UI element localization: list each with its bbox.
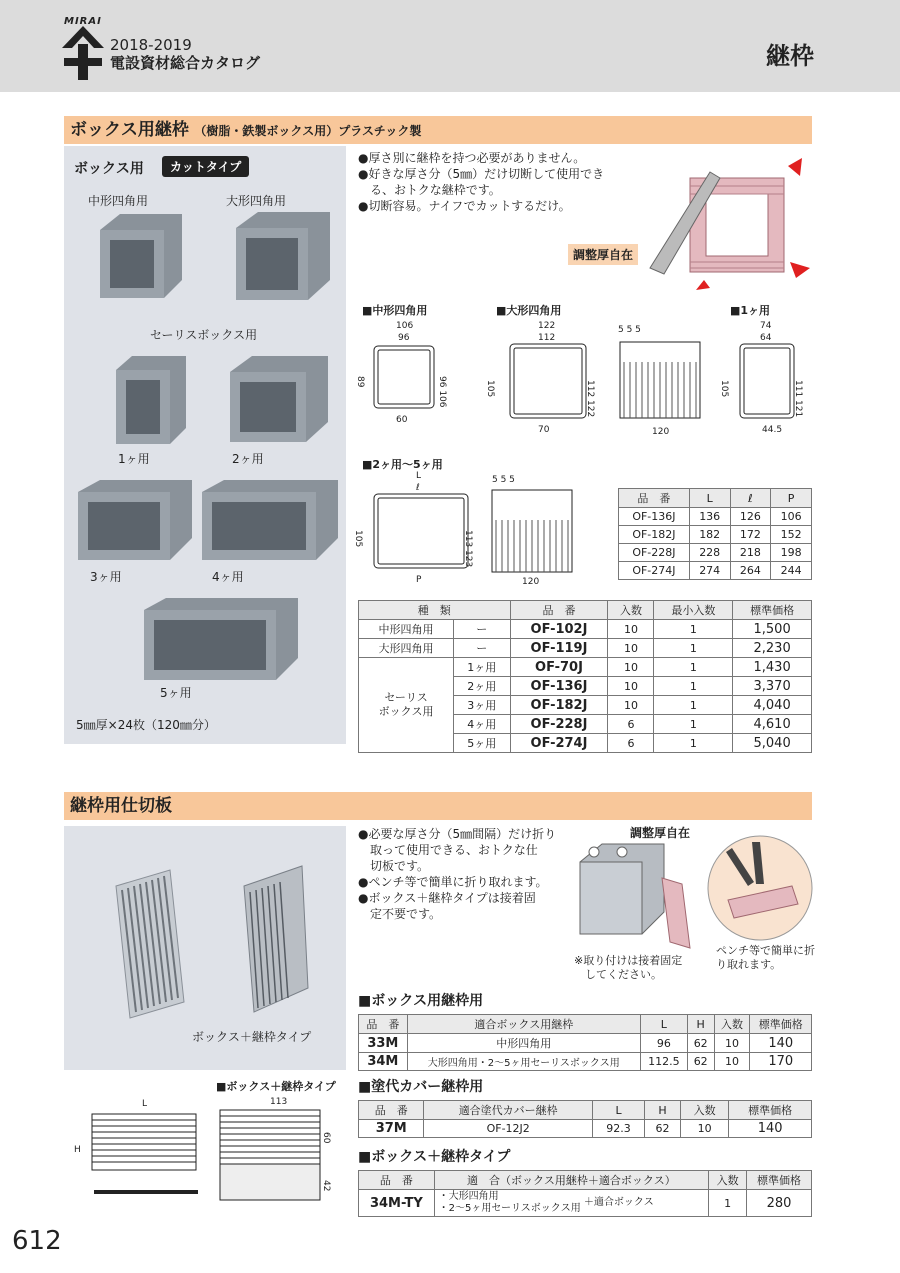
cell-sub: 5ヶ用 <box>454 734 510 753</box>
label-one: 1ヶ用 <box>118 452 150 466</box>
box-five-image <box>140 594 300 682</box>
dimension-table <box>618 488 812 580</box>
cell-qty: 6 <box>608 715 654 734</box>
cell-qty: 10 <box>608 620 654 639</box>
th-l: ℓ <box>730 489 771 508</box>
table1-title: ■ボックス用継枠用 <box>358 993 484 1009</box>
cover-frame-table <box>358 1100 812 1138</box>
cell-sub: 4ヶ用 <box>454 715 510 734</box>
bullet-line: ●ボックス＋継枠タイプは接着固 <box>358 891 536 905</box>
cell-part-number: OF-274J <box>510 734 608 753</box>
th-price: 標準価格 <box>733 601 812 620</box>
cell: 182 <box>689 526 730 544</box>
section2-title-bar <box>64 792 812 820</box>
fit-line: ・2〜5ヶ用セーリスボックス用 <box>438 1203 581 1214</box>
partition-drawing <box>70 1094 200 1210</box>
box-with-partition-image <box>572 838 700 952</box>
feature-bullets <box>358 150 604 214</box>
attach-note-2: してください。 <box>574 968 662 981</box>
cell: 264 <box>730 562 771 580</box>
th-L: L <box>640 1015 687 1034</box>
cell-H: 62 <box>645 1120 681 1138</box>
cell-L: 92.3 <box>592 1120 644 1138</box>
cell-part-number: 34M-TY <box>359 1190 435 1217</box>
cell-min: 1 <box>654 696 733 715</box>
th-qty: 入数 <box>709 1171 747 1190</box>
svg-text:120: 120 <box>522 577 540 587</box>
bullet-line: ●厚さ別に継枠を持つ必要がありません。 <box>358 151 586 165</box>
svg-text:60: 60 <box>396 415 408 425</box>
cell-part-number: OF-228J <box>510 715 608 734</box>
partition-box-table <box>358 1014 812 1071</box>
cell-type: 大形四角用 <box>359 639 454 658</box>
catalog-title: 電設資材総合カタログ <box>110 54 261 72</box>
cell-part-number: 33M <box>359 1034 408 1053</box>
cell-sub: ー <box>454 620 510 639</box>
cell-group-ceres <box>359 658 454 753</box>
th-H: H <box>645 1101 681 1120</box>
cell-price: 3,370 <box>733 677 812 696</box>
th-type: 種 類 <box>359 601 511 620</box>
cell-price: 140 <box>729 1120 812 1138</box>
svg-text:70: 70 <box>538 425 550 435</box>
bullet-line: る、おトクな継枠です。 <box>358 183 501 197</box>
table-row <box>359 1120 812 1138</box>
cell-price: 280 <box>747 1190 812 1217</box>
cell-sub: 1ヶ用 <box>454 658 510 677</box>
svg-text:5 5 5: 5 5 5 <box>492 475 515 485</box>
cell-fit: 中形四角用 <box>407 1034 640 1053</box>
label-medium: 中形四角用 <box>88 194 149 208</box>
cell-part-number: 37M <box>359 1120 424 1138</box>
cell-min: 1 <box>654 639 733 658</box>
cell: 152 <box>771 526 812 544</box>
cell-part-number: OF-70J <box>510 658 608 677</box>
cell-H: 62 <box>687 1034 714 1053</box>
bullet-line: ●切断容易。ナイフでカットするだけ。 <box>358 199 571 213</box>
svg-text:96: 96 <box>398 333 410 343</box>
partition-plate-image <box>110 866 190 1022</box>
table-row <box>359 1190 812 1217</box>
cell: 172 <box>730 526 771 544</box>
box-type-photo-label: ボックス＋継枠タイプ <box>192 1030 312 1044</box>
cutting-illustration <box>640 158 816 294</box>
page-header <box>0 0 900 92</box>
table-row <box>359 620 812 639</box>
cell: 218 <box>730 544 771 562</box>
label-large: 大形四角用 <box>226 194 287 208</box>
svg-text:L: L <box>142 1099 148 1109</box>
th-L: L <box>689 489 730 508</box>
svg-text:120: 120 <box>652 427 670 437</box>
svg-text:113 123: 113 123 <box>463 530 473 568</box>
one-drawing <box>719 318 822 440</box>
svg-text:113: 113 <box>270 1097 288 1107</box>
cell-price: 1,430 <box>733 658 812 677</box>
cell: 274 <box>689 562 730 580</box>
section-subtitle: （樹脂・鉄製ボックス用）プラスチック製 <box>194 124 422 138</box>
table-row <box>359 1034 812 1053</box>
cell-part-number: 34M <box>359 1053 408 1071</box>
label-two: 2ヶ用 <box>232 452 264 466</box>
svg-text:89: 89 <box>355 376 365 388</box>
th-price: 標準価格 <box>729 1101 812 1120</box>
th-fit: 適 合（ボックス用継枠＋適合ボックス） <box>434 1171 708 1190</box>
svg-text:112: 112 <box>538 333 556 343</box>
pliers-illustration <box>706 834 816 942</box>
attach-note-1: ※取り付けは接着固定 <box>574 954 683 967</box>
table2-title: ■塗代カバー継枠用 <box>358 1079 484 1095</box>
group-label: セーリス <box>384 691 428 704</box>
svg-text:ℓ: ℓ <box>416 483 420 493</box>
cell-min: 1 <box>654 620 733 639</box>
th-part: 品 番 <box>619 489 690 508</box>
label-three: 3ヶ用 <box>90 570 122 584</box>
box-two-image <box>224 352 332 446</box>
group-label: ボックス用 <box>378 705 434 718</box>
cut-type-badge: カットタイプ <box>162 156 249 177</box>
cell-price: 170 <box>750 1053 812 1071</box>
section-title-bar <box>64 116 812 144</box>
section-title: ボックス用継枠 <box>70 120 189 140</box>
bullet-line: ●好きな厚さ分（5㎜）だけ切断して使用でき <box>358 167 605 181</box>
cell-price: 5,040 <box>733 734 812 753</box>
svg-text:74: 74 <box>760 321 772 331</box>
cell-L: 96 <box>640 1034 687 1053</box>
cell-qty: 10 <box>608 696 654 715</box>
table-row <box>619 562 812 580</box>
box-four-image <box>198 476 340 562</box>
th-price: 標準価格 <box>747 1171 812 1190</box>
th-fit: 適合塗代カバー継枠 <box>424 1101 592 1120</box>
cell-part-number: OF-102J <box>510 620 608 639</box>
svg-text:112 122: 112 122 <box>585 380 595 418</box>
table-row <box>619 544 812 562</box>
cell-qty: 10 <box>680 1120 728 1138</box>
partition-box-type-image <box>236 862 316 1022</box>
th-price: 標準価格 <box>750 1015 812 1034</box>
cell-fit <box>434 1190 708 1217</box>
cell: 126 <box>730 508 771 526</box>
table-row <box>359 639 812 658</box>
cell-part-number: OF-136J <box>510 677 608 696</box>
section2-title: 継枠用仕切板 <box>70 796 172 816</box>
catalog-year: 2018-2019 <box>110 36 192 54</box>
bullet-line: 切板です。 <box>358 859 430 873</box>
drawing-label-one: ■1ヶ用 <box>730 304 771 317</box>
table-row <box>619 508 812 526</box>
th-min-qty: 最小入数 <box>654 601 733 620</box>
svg-text:105: 105 <box>485 380 495 398</box>
table3-title: ■ボックス＋継枠タイプ <box>358 1149 511 1165</box>
cell-price: 4,610 <box>733 715 812 734</box>
page-number: 612 <box>12 1226 62 1256</box>
label-ceres: セーリスボックス用 <box>150 328 258 342</box>
cell-qty: 10 <box>714 1034 750 1053</box>
cell-price: 4,040 <box>733 696 812 715</box>
fit-line: ・大形四角用 <box>438 1191 499 1202</box>
cell: OF-136J <box>619 508 690 526</box>
cell-min: 1 <box>654 734 733 753</box>
cell-type: 中形四角用 <box>359 620 454 639</box>
svg-text:5 5 5: 5 5 5 <box>618 325 641 335</box>
svg-text:96 106: 96 106 <box>437 376 447 408</box>
cell-qty: 10 <box>608 639 654 658</box>
th-H: H <box>687 1015 714 1034</box>
adjustable-thickness-callout: 調整厚自在 <box>568 244 638 265</box>
cell: OF-228J <box>619 544 690 562</box>
cell-fit: OF-12J2 <box>424 1120 592 1138</box>
cell: 198 <box>771 544 812 562</box>
cell-qty: 6 <box>608 734 654 753</box>
th-L: L <box>592 1101 644 1120</box>
box-large-image <box>228 208 334 304</box>
table-row <box>619 526 812 544</box>
box-type-drawing-label: ■ボックス＋継枠タイプ <box>216 1080 336 1093</box>
cell-qty: 1 <box>709 1190 747 1217</box>
cell-fit: 大形四角用・2〜5ヶ用セーリスボックス用 <box>407 1053 640 1071</box>
pliers-note-1: ペンチ等で簡単に折 <box>716 944 815 957</box>
box-type-drawing <box>214 1094 340 1206</box>
bullet-line: 定不要です。 <box>358 907 442 921</box>
drawing-label-two-five: ■2ヶ用〜5ヶ用 <box>362 458 443 471</box>
svg-text:60: 60 <box>321 1132 331 1144</box>
large-drawing <box>485 318 618 438</box>
svg-text:111 121: 111 121 <box>793 380 803 418</box>
pliers-note-2: り取れます。 <box>716 958 782 971</box>
cell-sub: 3ヶ用 <box>454 696 510 715</box>
cell: 228 <box>689 544 730 562</box>
cell: OF-182J <box>619 526 690 544</box>
medium-drawing <box>356 318 456 438</box>
two-five-drawing <box>353 470 486 588</box>
table-row <box>359 658 812 677</box>
drawing-label-medium: ■中形四角用 <box>362 304 428 317</box>
svg-text:42: 42 <box>321 1180 331 1192</box>
two-five-side-drawing <box>486 472 576 588</box>
bullet-line: ●必要な厚さ分（5㎜間隔）だけ折り <box>358 827 557 841</box>
bullet-line: ●ペンチ等で簡単に折り取れます。 <box>358 875 548 889</box>
cell-sub: ー <box>454 639 510 658</box>
price-table <box>358 600 812 753</box>
cell: 136 <box>689 508 730 526</box>
svg-text:H: H <box>74 1145 81 1155</box>
box-one-image <box>110 352 190 448</box>
svg-text:L: L <box>416 471 422 481</box>
svg-text:105: 105 <box>719 380 729 398</box>
cell-min: 1 <box>654 677 733 696</box>
th-part: 品 番 <box>359 1101 424 1120</box>
box-frame-type-table <box>358 1170 812 1217</box>
cell-price: 140 <box>750 1034 812 1053</box>
drawing-label-large: ■大形四角用 <box>496 304 562 317</box>
th-qty: 入数 <box>680 1101 728 1120</box>
partition-bullets <box>358 826 556 922</box>
page-category: 継枠 <box>766 42 814 70</box>
th-part-number: 品 番 <box>510 601 608 620</box>
svg-text:44.5: 44.5 <box>762 425 783 435</box>
cell: 106 <box>771 508 812 526</box>
cell-part-number: OF-182J <box>510 696 608 715</box>
spec-note: 5㎜厚×24枚（120㎜分） <box>76 718 216 732</box>
th-qty: 入数 <box>608 601 654 620</box>
cell-price: 1,500 <box>733 620 812 639</box>
fit-suffix: ＋適合ボックス <box>583 1197 654 1208</box>
large-side-drawing <box>614 322 704 438</box>
cell-qty: 10 <box>714 1053 750 1071</box>
svg-text:P: P <box>416 575 422 585</box>
th-P: P <box>771 489 812 508</box>
box-medium-image <box>90 210 188 302</box>
cell: OF-274J <box>619 562 690 580</box>
svg-text:64: 64 <box>760 333 772 343</box>
cell-H: 62 <box>687 1053 714 1071</box>
brand-name: MIRAI <box>64 16 102 27</box>
th-qty: 入数 <box>714 1015 750 1034</box>
label-five: 5ヶ用 <box>160 686 192 700</box>
cell-qty: 10 <box>608 677 654 696</box>
adjustable-thickness-label: 調整厚自在 <box>630 826 691 840</box>
cell-price: 2,230 <box>733 639 812 658</box>
cell-min: 1 <box>654 658 733 677</box>
th-fit: 適合ボックス用継枠 <box>407 1015 640 1034</box>
cell-qty: 10 <box>608 658 654 677</box>
cell-min: 1 <box>654 715 733 734</box>
cell-part-number: OF-119J <box>510 639 608 658</box>
cell-L: 112.5 <box>640 1053 687 1071</box>
th-part: 品 番 <box>359 1171 435 1190</box>
table-row <box>359 1053 812 1071</box>
cell: 244 <box>771 562 812 580</box>
svg-text:106: 106 <box>396 321 414 331</box>
label-four: 4ヶ用 <box>212 570 244 584</box>
svg-text:122: 122 <box>538 321 556 331</box>
svg-text:105: 105 <box>353 530 363 548</box>
panel-title: ボックス用 <box>74 161 144 177</box>
box-three-image <box>74 476 194 562</box>
cell-sub: 2ヶ用 <box>454 677 510 696</box>
th-part: 品 番 <box>359 1015 408 1034</box>
bullet-line: 取って使用できる、おトクな仕 <box>358 843 538 857</box>
